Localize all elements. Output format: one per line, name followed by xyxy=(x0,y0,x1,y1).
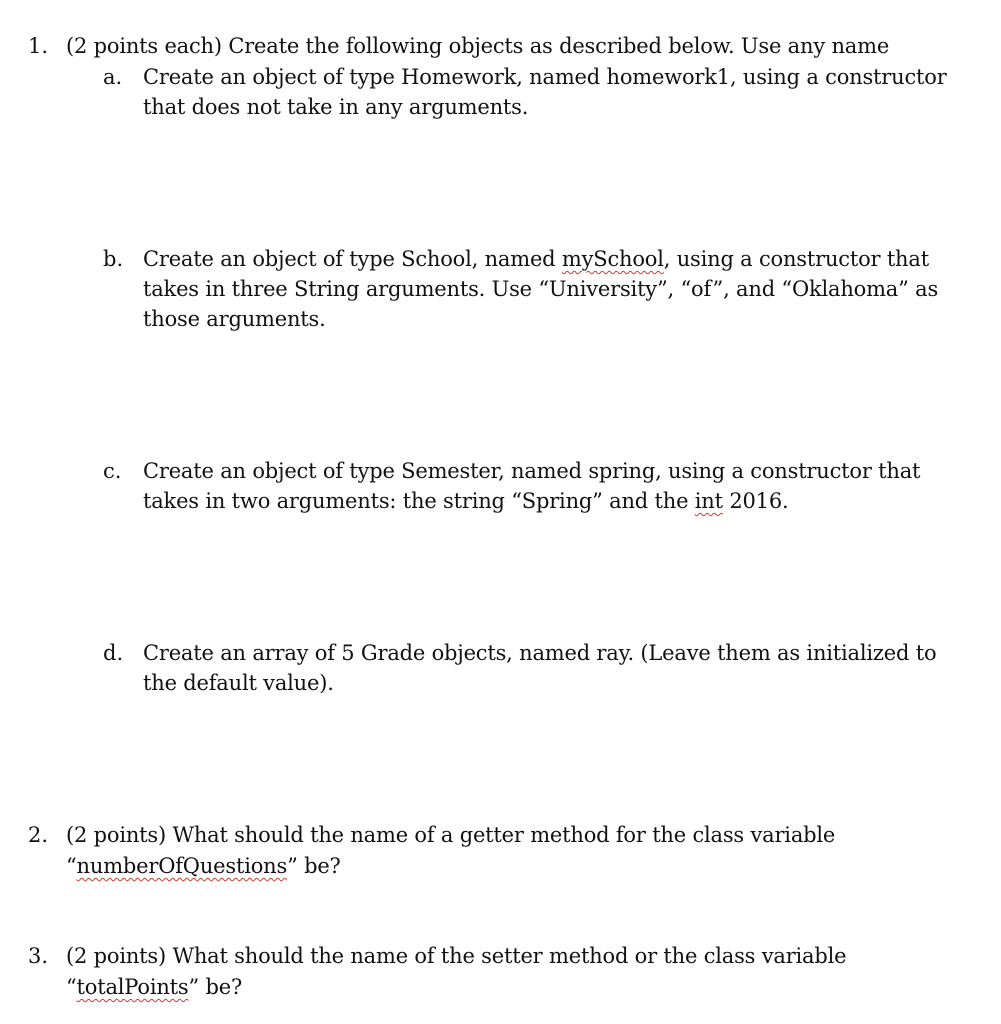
part-c-line-2-end: 2016. xyxy=(722,489,789,513)
question-3-open-quote: “ xyxy=(66,975,77,999)
question-3-line-1: (2 points) What should the name of the setter method or the class variable xyxy=(66,944,847,968)
question-3-line-2-end: ” be? xyxy=(188,975,243,999)
part-c-letter: c. xyxy=(103,459,122,483)
spellcheck-flag-int: int xyxy=(694,489,723,513)
part-b-line-3: those arguments. xyxy=(143,307,326,331)
part-b-line-1-end: , using a constructor that xyxy=(663,247,929,271)
part-d-letter: d. xyxy=(103,641,124,665)
spellcheck-flag-totalpoints: totalPoints xyxy=(76,975,189,999)
part-c-line-1: Create an object of type Semester, named spring, using a constructor that xyxy=(143,459,921,483)
part-b-line-1 xyxy=(143,244,929,274)
part-b-line-1-start: Create an object of type School, named xyxy=(143,247,562,271)
part-d-line-1: Create an array of 5 Grade objects, named ray. (Leave them as initialized to xyxy=(143,641,937,665)
part-d-line-2: the default value). xyxy=(143,671,334,695)
question-1-number: 1. xyxy=(28,34,49,58)
part-b-line-2: takes in three String arguments. Use “University”, “of”, and “Oklahoma” as xyxy=(143,277,939,301)
part-a-line-2: that does not take in any arguments. xyxy=(143,95,529,119)
question-3-line-2 xyxy=(66,972,242,1002)
spellcheck-flag-numberofquestions: numberOfQuestions xyxy=(76,854,288,878)
question-2-number: 2. xyxy=(28,823,49,847)
question-3-number: 3. xyxy=(28,944,49,968)
part-c-line-2-start: takes in two arguments: the string “Spring” and the xyxy=(143,489,695,513)
part-a-letter: a. xyxy=(103,65,123,89)
part-c-line-2 xyxy=(143,486,788,516)
question-2-open-quote: “ xyxy=(66,854,77,878)
question-1-text: (2 points each) Create the following objects as described below. Use any name xyxy=(66,34,890,58)
part-a-line-1: Create an object of type Homework, named homework1, using a constructor xyxy=(143,65,947,89)
question-2-line-2 xyxy=(66,851,341,881)
question-2-line-2-end: ” be? xyxy=(287,854,341,878)
question-2-line-1: (2 points) What should the name of a getter method for the class variable xyxy=(66,823,836,847)
spellcheck-flag-myschool: mySchool xyxy=(561,247,664,271)
part-b-letter: b. xyxy=(103,247,124,271)
